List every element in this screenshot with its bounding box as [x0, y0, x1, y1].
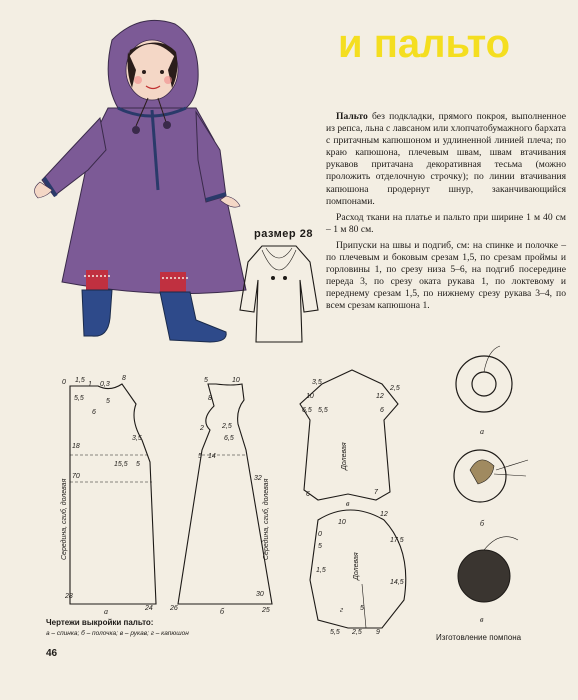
svg-text:15,5: 15,5	[114, 461, 128, 468]
svg-text:2: 2	[200, 425, 204, 432]
svg-text:30: 30	[256, 591, 264, 598]
svg-text:0: 0	[62, 379, 66, 386]
svg-text:2,5: 2,5	[390, 385, 400, 392]
svg-text:12: 12	[380, 511, 388, 518]
svg-text:12: 12	[376, 393, 384, 400]
svg-text:в: в	[480, 615, 484, 624]
svg-text:5: 5	[198, 453, 202, 460]
svg-text:14: 14	[208, 453, 216, 460]
svg-text:б: б	[480, 519, 485, 528]
front-pattern	[169, 377, 272, 616]
svg-text:Середина, сгиб, долевая: Середина, сгиб, долевая	[263, 478, 270, 560]
back-pattern	[60, 375, 156, 616]
page-number: 46	[46, 648, 58, 659]
pompon-steps	[454, 346, 528, 624]
svg-text:28: 28	[65, 593, 73, 600]
svg-text:18: 18	[72, 443, 80, 450]
pompon-step-c	[458, 537, 518, 624]
svg-text:в: в	[346, 499, 350, 508]
svg-text:1,5: 1,5	[75, 377, 85, 384]
svg-text:г: г	[340, 605, 344, 614]
svg-text:8: 8	[208, 395, 212, 402]
page-heading: и пальто	[338, 22, 511, 66]
svg-text:6,5: 6,5	[224, 435, 234, 442]
svg-text:5,5: 5,5	[74, 395, 84, 402]
svg-text:3,5: 3,5	[312, 379, 322, 386]
svg-text:0,3: 0,3	[100, 381, 110, 388]
svg-text:а: а	[104, 607, 108, 616]
svg-text:Долевая: Долевая	[341, 442, 348, 470]
description-paragraph-3: Припуски на швы и подгиб, см: на спинке и полочке – по плечевым и боковым срезам 1,5, по срезам проймы и горловины 1, по срезу низа 5–6, на подгиб посередине переда 3, по срезу оката рукава 1, по локтевому и переднему срезам 1,5, по нижнему срезу рукава 3–4, по всем срезам капюшона 1.	[326, 239, 566, 312]
svg-text:32: 32	[254, 475, 262, 482]
svg-text:2,5: 2,5	[222, 423, 232, 430]
svg-text:6,5: 6,5	[302, 407, 312, 414]
sleeve-pattern	[300, 370, 400, 508]
svg-text:6: 6	[92, 409, 96, 416]
svg-text:6: 6	[380, 407, 384, 414]
svg-text:2,5: 2,5	[352, 629, 362, 636]
svg-text:6: 6	[306, 491, 310, 498]
svg-text:8: 8	[122, 375, 126, 382]
svg-text:1,5: 1,5	[316, 567, 326, 574]
description-lead: Пальто	[336, 111, 368, 122]
svg-text:7: 7	[374, 489, 378, 496]
svg-text:14,5: 14,5	[390, 579, 404, 586]
svg-text:1: 1	[88, 381, 92, 388]
pattern-caption-legend: а – спинка; б – полочка; в – рукав; г – капюшон	[46, 630, 189, 637]
hood-pattern	[310, 510, 406, 636]
svg-text:5: 5	[360, 605, 364, 612]
svg-text:5: 5	[136, 461, 140, 468]
svg-text:Середина, сгиб, долевая: Середина, сгиб, долевая	[61, 478, 68, 560]
pattern-caption-title: Чертежи выкройки пальто:	[46, 618, 154, 627]
pompon-caption: Изготовление помпона	[436, 633, 522, 642]
svg-text:б: б	[220, 607, 225, 616]
svg-text:5: 5	[204, 377, 208, 384]
svg-text:26: 26	[170, 605, 178, 612]
pompon-step-b	[454, 450, 528, 528]
svg-text:0: 0	[318, 531, 322, 538]
pompon-step-a	[456, 346, 512, 436]
size-label: размер 28	[254, 228, 313, 240]
svg-text:10: 10	[306, 393, 314, 400]
svg-text:25: 25	[262, 607, 270, 614]
svg-text:5: 5	[318, 543, 322, 550]
svg-text:10: 10	[338, 519, 346, 526]
svg-text:9: 9	[376, 629, 380, 636]
svg-text:3,5: 3,5	[132, 435, 142, 442]
svg-text:Долевая: Долевая	[353, 552, 360, 580]
svg-text:5,5: 5,5	[330, 629, 340, 636]
svg-text:24: 24	[145, 605, 153, 612]
svg-text:10: 10	[232, 377, 240, 384]
svg-text:5,5: 5,5	[318, 407, 328, 414]
svg-text:70: 70	[72, 473, 80, 480]
svg-text:17,5: 17,5	[390, 537, 404, 544]
svg-text:5: 5	[106, 398, 110, 405]
svg-text:а: а	[480, 427, 484, 436]
description-paragraph-2: Расход ткани на платье и пальто при ширине 1 м 40 см – 1 м 80 см.	[326, 211, 566, 235]
description-paragraph-1: Пальто без подкладки, прямого покроя, выполненное из репса, льна с лавсаном или хлопчатобумажного бархата с притачным капюшоном и удлиненной линией плеча; по краю капюшона, плечевым швам, швам втачивания рукавов притачана декоративная тесьма (можно проложить отделочную строчку); по линии втачивания капюшона продернут шнур, заканчивающийся помпонами.	[326, 111, 566, 207]
